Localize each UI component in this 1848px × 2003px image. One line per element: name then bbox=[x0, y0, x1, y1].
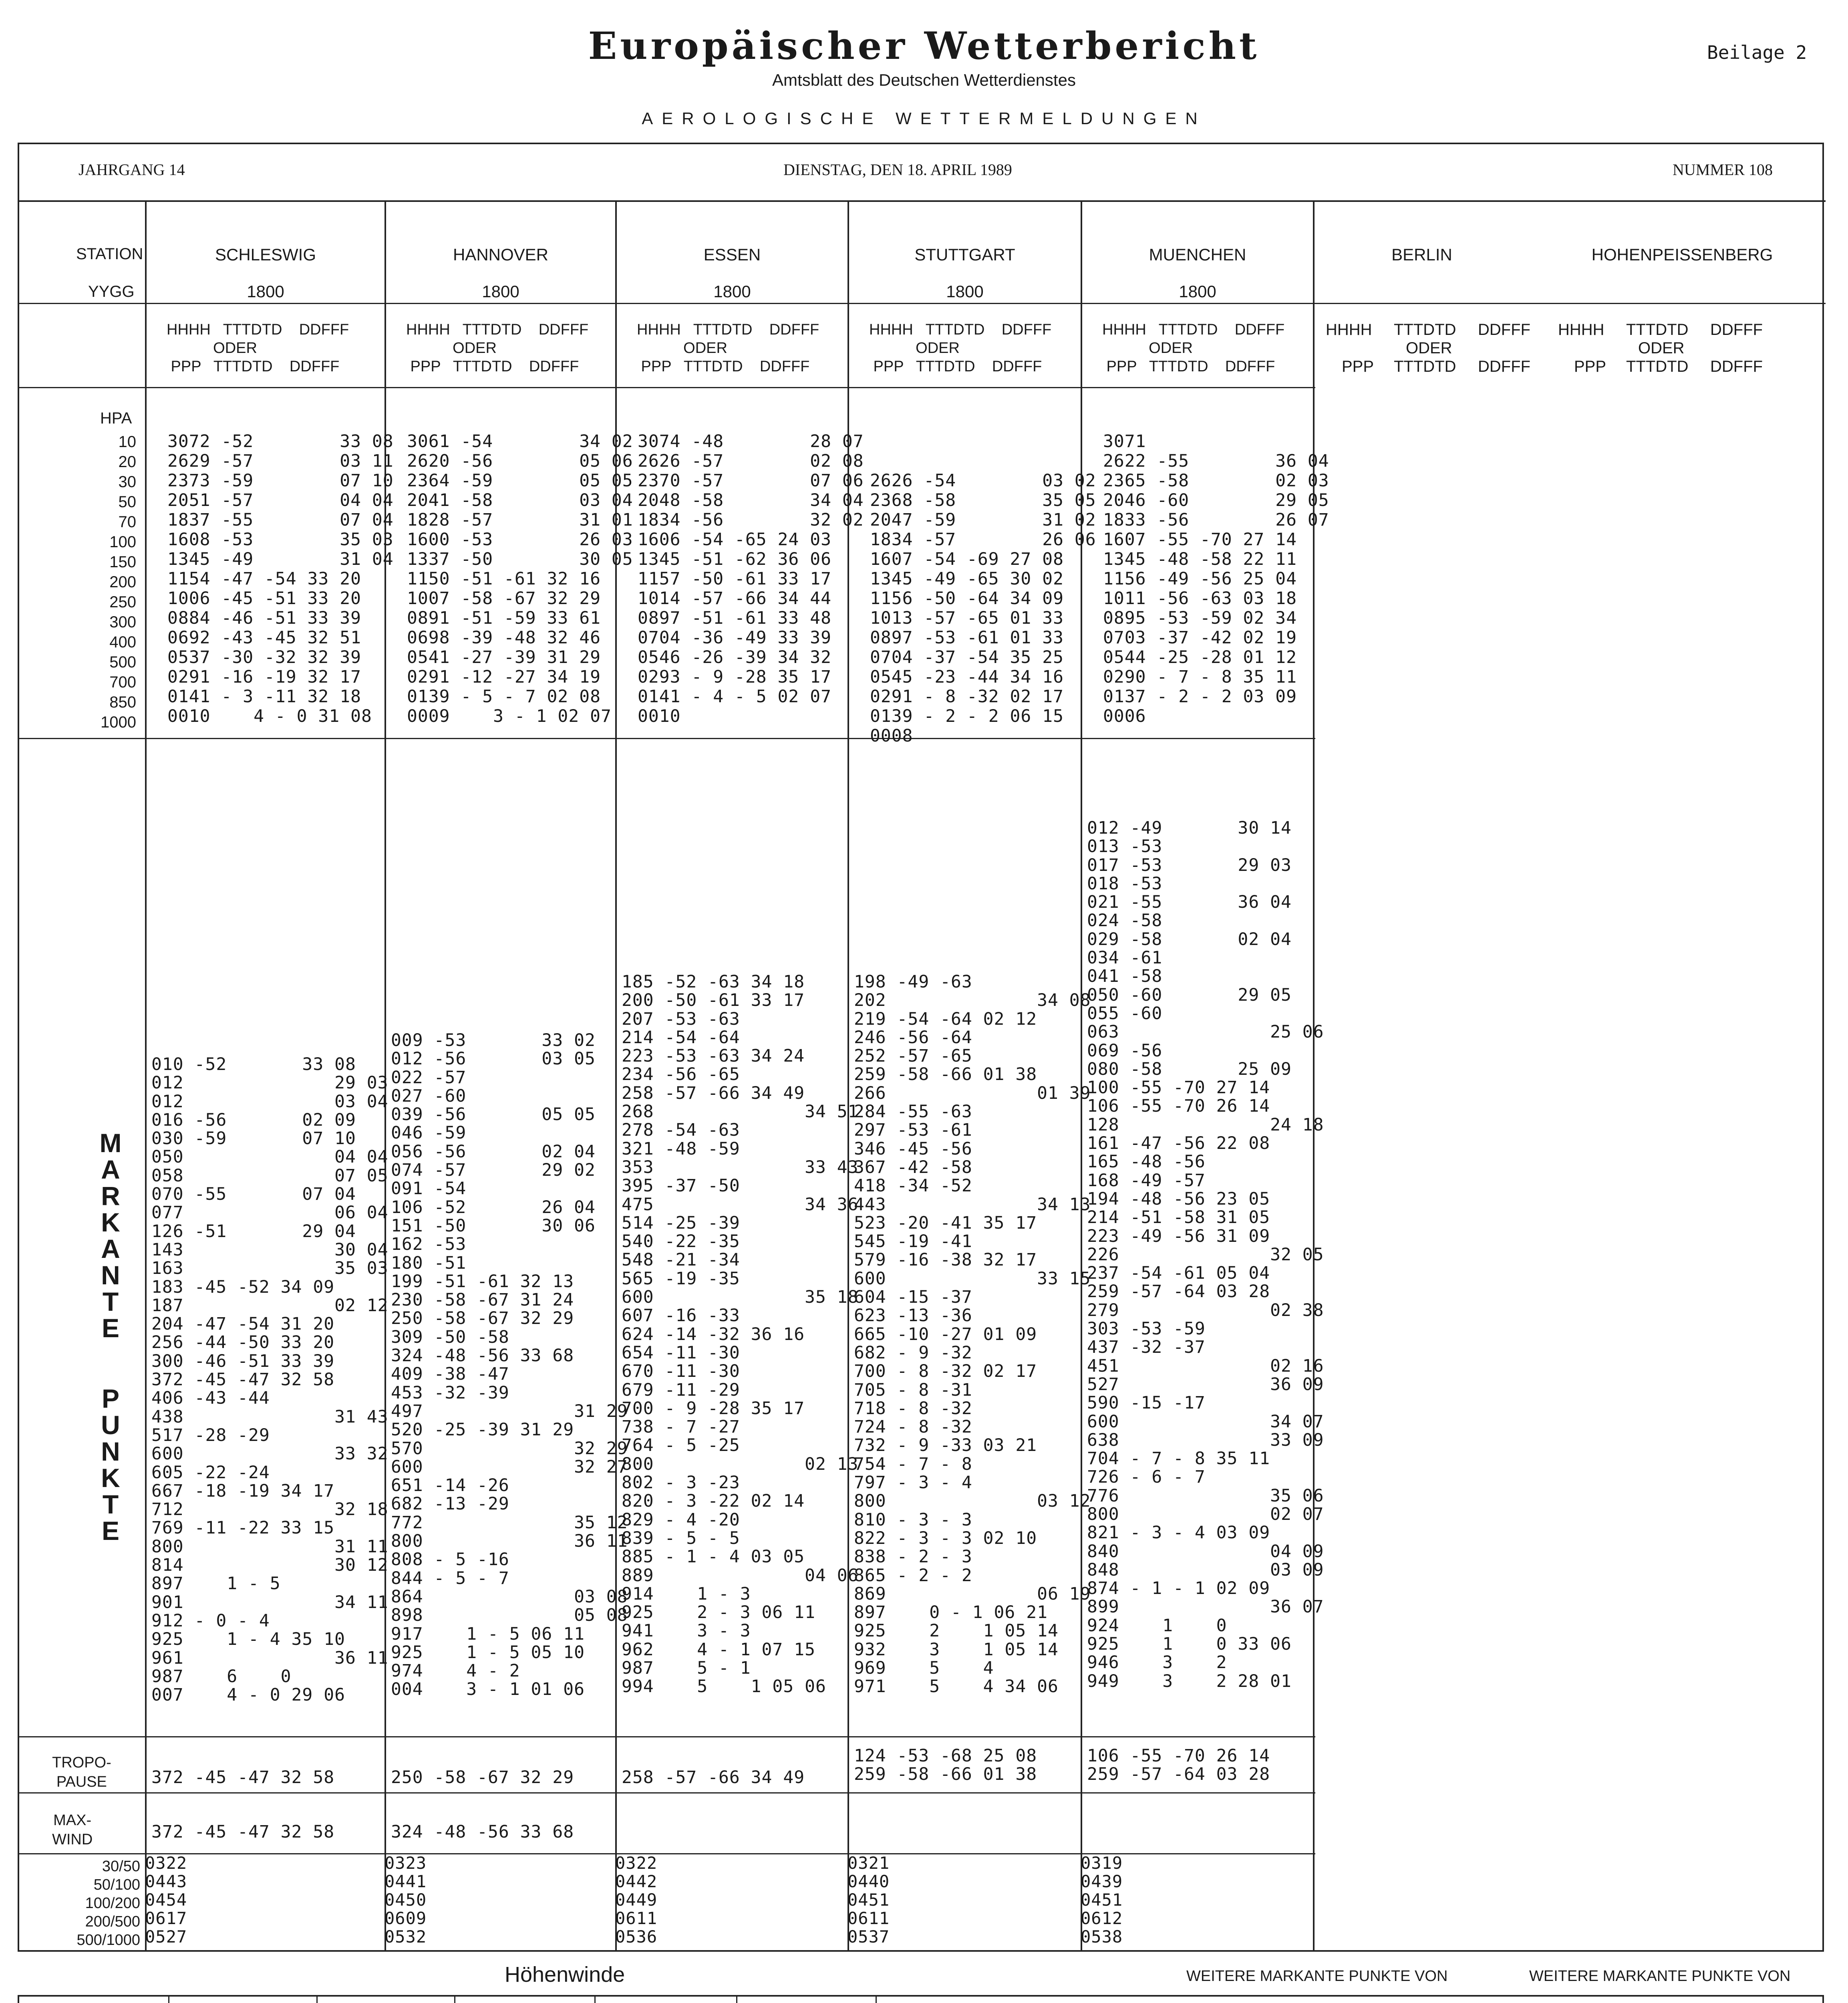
markante-letter: U bbox=[101, 1410, 120, 1440]
station-time-schleswig: 1800 bbox=[247, 282, 284, 301]
station-name-hohenpeissenberg: HOHENPEISSENBERG bbox=[1591, 245, 1773, 264]
station-time-muenchen: 1800 bbox=[1179, 282, 1216, 301]
markante-punkte-schleswig: 010 -52 33 08 012 29 03 012 03 04 016 -56 02 09 030 -59 07 10 050 04 04 058 07 05 070 -55 07 04 077 06 04 126 -51 29 04 143 30 04 163 35 03 183 -45 -52 34 09 187 02 12 204 -47 -54 31 20 256 -44 -50 33 20 300 -46 -51 33 39 372 -45 -47 32 58 406 -43 -44 438 31 43 517 -28 -29 600 33 32 605 -22 -24 667 -18 -19 34 17 712 32 18 769 -11 -22 33 15 800 31 11 814 30 12 897 1 - 5 901 34 11 912 - 0 - 4 925 1 - 4 35 10 961 36 11 987 6 0 007 4 - 0 29 06 bbox=[151, 1054, 389, 1705]
station-name-berlin: BERLIN bbox=[1391, 245, 1452, 264]
markante-letter: A bbox=[101, 1155, 120, 1184]
markante-letter: K bbox=[101, 1207, 120, 1237]
station-name-essen: ESSEN bbox=[703, 245, 761, 264]
winds-col-divider bbox=[168, 1995, 169, 2003]
winds-col-divider bbox=[594, 1995, 596, 2003]
tropopause-label: TROPO- PAUSE bbox=[52, 1754, 111, 1790]
tropopause-hannover: 250 -58 -67 32 29 bbox=[391, 1767, 574, 1787]
wind-shear-stuttgart: 0321 0440 0451 0611 0537 bbox=[848, 1853, 890, 1947]
row-divider bbox=[18, 200, 1826, 202]
maxwind-hannover: 324 -48 -56 33 68 bbox=[391, 1822, 574, 1842]
markante-letter: N bbox=[101, 1437, 120, 1466]
column-header-hannover: HHHH TTTDTD DDFFF ODER PPP TTTDTD DDFFF bbox=[406, 321, 589, 375]
markante-letter: N bbox=[101, 1260, 120, 1290]
column-header-berlin: HHHH TTTDTD DDFFF ODER PPP TTTDTD DDFFF bbox=[1326, 321, 1531, 375]
tropopause-schleswig: 372 -45 -47 32 58 bbox=[151, 1767, 335, 1787]
tropopause-muenchen: 106 -55 -70 26 14 259 -57 -64 03 28 bbox=[1087, 1746, 1270, 1784]
beilage-label: Beilage 2 bbox=[1707, 42, 1807, 63]
maxwind-schleswig: 372 -45 -47 32 58 bbox=[151, 1822, 335, 1842]
markante-punkte-label bbox=[95, 1130, 127, 1544]
winds-table bbox=[18, 1995, 1824, 2003]
nummer-label: NUMMER 108 bbox=[1673, 161, 1773, 179]
standard-levels-hannover: 3061 -54 34 02 2620 -56 05 06 2364 -59 05 05 2041 -58 03 04 1828 -57 31 01 1600 -53 26 03 1337 -50 30 05 1150 -51 -61 32 16 1007 -58 -67 32 29 0891 -51 -59 33 61 0698 -39 -48 32 46 0541 -27 -39 31 29 0291 -12 -27 34 19 0139 - 5 - 7 02 08 0009 3 - 1 02 07 bbox=[407, 431, 633, 726]
winds-col-divider bbox=[454, 1995, 455, 2003]
standard-levels-schleswig: 3072 -52 33 08 2629 -57 03 11 2373 -59 07 10 2051 -57 04 04 1837 -55 07 04 1608 -53 35 03 1345 -49 31 04 1154 -47 -54 33 20 1006 -45 -51 33 20 0884 -46 -51 33 39 0692 -43 -45 32 51 0537 -30 -32 32 39 0291 -16 -19 32 17 0141 - 3 -11 32 18 0010 4 - 0 31 08 bbox=[167, 431, 394, 726]
row-divider bbox=[18, 1792, 1315, 1793]
markante-letter: R bbox=[101, 1181, 120, 1211]
markante-letter: T bbox=[102, 1287, 119, 1316]
markante-punkte-stuttgart: 198 -49 -63 202 34 08 219 -54 -64 02 12 246 -56 -64 252 -57 -65 259 -58 -66 01 38 266 01 39 284 -55 -63 297 -53 -61 346 -45 -56 367 -42 -58 418 -34 -52 443 34 13 523 -20 -41 35 17 545 -19 -41 579 -16 -38 32 17 600 33 15 604 -15 -37 623 -13 -36 665 -10 -27 01 09 682 - 9 -32 700 - 8 -32 02 17 705 - 8 -31 718 - 8 -32 724 - 8 -32 732 - 9 -33 03 21 754 - 7 - 8 797 - 3 - 4 800 03 12 810 - 3 - 3 822 - 3 - 3 02 10 838 - 2 - 3 865 - 2 - 2 869 06 19 897 0 - 1 06 21 925 2 1 05 14 932 3 1 05 14 969 5 4 971 5 4 34 06 bbox=[854, 972, 1091, 1697]
station-name-stuttgart: STUTTGART bbox=[914, 245, 1015, 264]
col-divider bbox=[145, 200, 147, 1952]
markante-letter: A bbox=[101, 1234, 120, 1263]
markante-punkte-essen: 185 -52 -63 34 18 200 -50 -61 33 17 207 -53 -63 214 -54 -64 223 -53 -63 34 24 234 -56 -65 258 -57 -66 34 49 268 34 51 278 -54 -63 321 -48 -59 353 33 43 395 -37 -50 475 34 36 514 -25 -39 540 -22 -35 548 -21 -34 565 -19 -35 600 35 18 607 -16 -33 624 -14 -32 36 16 654 -11 -30 670 -11 -30 679 -11 -29 700 - 9 -28 35 17 738 - 7 -27 764 - 5 -25 800 02 13 802 - 3 -23 820 - 3 -22 02 14 829 - 4 -20 839 - 5 - 5 885 - 1 - 4 03 05 889 04 06 914 1 - 3 925 2 - 3 06 11 941 3 - 3 962 4 - 1 07 15 987 5 - 1 994 5 1 05 06 bbox=[622, 972, 859, 1697]
maxwind-label: MAX- WIND bbox=[52, 1812, 93, 1848]
row-divider bbox=[18, 1736, 1315, 1737]
markante-letter: E bbox=[101, 1313, 120, 1343]
page-subtitle: Amtsblatt des Deutschen Wetterdienstes bbox=[772, 71, 1076, 89]
markante-spacer bbox=[95, 1341, 127, 1385]
station-time-stuttgart: 1800 bbox=[946, 282, 984, 301]
station-name-hannover: HANNOVER bbox=[453, 245, 549, 264]
row-divider bbox=[18, 738, 1315, 739]
markante-letter: E bbox=[101, 1516, 120, 1546]
wind-shear-hannover: 0323 0441 0450 0609 0532 bbox=[384, 1853, 427, 1947]
standard-levels-muenchen: 3071 2622 -55 36 04 2365 -58 02 03 2046 -60 29 05 1833 -56 26 07 1607 -55 -70 27 14 1345 -48 -58 22 11 1156 -49 -56 25 04 1011 -56 -63 03 18 0895 -53 -59 02 34 0703 -37 -42 02 19 0544 -25 -28 01 12 0290 - 7 - 8 35 11 0137 - 2 - 2 03 09 0006 bbox=[1103, 431, 1329, 726]
markante-letter: P bbox=[101, 1384, 120, 1413]
station-name-schleswig: SCHLESWIG bbox=[215, 245, 316, 264]
standard-levels-stuttgart: 2626 -54 03 02 2368 -58 35 05 2047 -59 31 02 1834 -57 26 06 1607 -54 -69 27 08 1345 -49 -65 30 02 1156 -50 -64 34 09 1013 -57 -65 01 33 0897 -53 -61 01 33 0704 -37 -54 35 25 0545 -23 -44 34 16 0291 - 8 -32 02 17 0139 - 2 - 2 06 15 0008 bbox=[870, 471, 1096, 746]
row-divider bbox=[18, 303, 1826, 304]
markante-letter: T bbox=[102, 1489, 119, 1519]
markante-punkte-muenchen: 012 -49 30 14 013 -53 017 -53 29 03 018 -53 021 -55 36 04 024 -58 029 -58 02 04 034 -61 041 -58 050 -60 29 05 055 -60 063 25 06 069 -56 080 -58 25 09 100 -55 -70 27 14 106 -55 -70 26 14 128 24 18 161 -47 -56 22 08 165 -48 -56 168 -49 -57 194 -48 -56 23 05 214 -51 -58 31 05 223 -49 -56 31 09 226 32 05 237 -54 -61 05 04 259 -57 -64 03 28 279 02 38 303 -53 -59 437 -32 -37 451 02 16 527 36 09 590 -15 -17 600 34 07 638 33 09 704 - 7 - 8 35 11 726 - 6 - 7 776 35 06 800 02 07 821 - 3 - 4 03 09 840 04 09 848 03 09 874 - 1 - 1 02 09 899 36 07 924 1 0 925 1 0 33 06 946 3 2 949 3 2 28 01 bbox=[1087, 818, 1324, 1691]
tropopause-stuttgart: 124 -53 -68 25 08 259 -58 -66 01 38 bbox=[854, 1746, 1037, 1784]
wind-shear-labels: 30/50 50/100 100/200 200/500 500/1000 bbox=[76, 1858, 140, 1949]
tropopause-essen: 258 -57 -66 34 49 bbox=[622, 1767, 805, 1787]
station-time-essen: 1800 bbox=[713, 282, 751, 301]
column-header-hohenpeissenberg: HHHH TTTDTD DDFFF ODER PPP TTTDTD DDFFF bbox=[1558, 321, 1763, 375]
winds-col-divider bbox=[876, 1995, 877, 2003]
station-time-hannover: 1800 bbox=[482, 282, 519, 301]
markante-letter: K bbox=[101, 1463, 120, 1493]
weitere-title-stuttgart: WEITERE MARKANTE PUNKTE VON bbox=[1186, 1968, 1448, 1985]
row-divider bbox=[18, 387, 1315, 388]
wind-shear-schleswig: 0322 0443 0454 0617 0527 bbox=[145, 1853, 187, 1947]
weitere-title-essen: WEITERE MARKANTE PUNKTE VON bbox=[1529, 1968, 1791, 1985]
wind-shear-essen: 0322 0442 0449 0611 0536 bbox=[615, 1853, 658, 1947]
column-header-stuttgart: HHHH TTTDTD DDFFF ODER PPP TTTDTD DDFFF bbox=[869, 321, 1052, 375]
column-header-essen: HHHH TTTDTD DDFFF ODER PPP TTTDTD DDFFF bbox=[637, 321, 819, 375]
markante-letter: M bbox=[99, 1128, 122, 1158]
station-name-muenchen: MUENCHEN bbox=[1149, 245, 1246, 264]
station-label: STATION bbox=[76, 245, 143, 263]
column-header-muenchen: HHHH TTTDTD DDFFF ODER PPP TTTDTD DDFFF bbox=[1102, 321, 1285, 375]
markante-punkte-hannover: 009 -53 33 02 012 -56 03 05 022 -57 027 -60 039 -56 05 05 046 -59 056 -56 02 04 074 -57 29 02 091 -54 106 -52 26 04 151 -50 30 06 162 -53 180 -51 199 -51 -61 32 13 230 -58 -67 31 24 250 -58 -67 32 29 309 -50 -58 324 -48 -56 33 68 409 -38 -47 453 -32 -39 497 31 29 520 -25 -39 31 29 570 32 29 600 32 27 651 -14 -26 682 -13 -29 772 35 12 800 36 11 808 - 5 -16 844 - 5 - 7 864 03 08 898 05 08 917 1 - 5 06 11 925 1 - 5 05 10 974 4 - 2 004 3 - 1 01 06 bbox=[391, 1030, 628, 1700]
page-title: Europäischer Wetterbericht bbox=[588, 24, 1260, 68]
wind-shear-muenchen: 0319 0439 0451 0612 0538 bbox=[1081, 1853, 1123, 1947]
winds-col-divider bbox=[736, 1995, 737, 2003]
jahrgang-label: JAHRGANG 14 bbox=[79, 161, 185, 179]
section-title: AEROLOGISCHE WETTERMELDUNGEN bbox=[642, 109, 1206, 128]
hpa-label: HPA bbox=[100, 409, 132, 427]
date-label: DIENSTAG, DEN 18. APRIL 1989 bbox=[783, 161, 1012, 179]
pressure-levels: 10 20 30 50 70 100 150 200 250 300 400 500 700 850 1000 bbox=[101, 433, 136, 731]
winds-title: Höhenwinde bbox=[505, 1963, 625, 1987]
standard-levels-essen: 3074 -48 28 07 2626 -57 02 08 2370 -57 07 06 2048 -58 34 04 1834 -56 32 02 1606 -54 -65 24 03 1345 -51 -62 36 06 1157 -50 -61 33 17 1014 -57 -66 34 44 0897 -51 -61 33 48 0704 -36 -49 33 39 0546 -26 -39 34 32 0293 - 9 -28 35 17 0141 - 4 - 5 02 07 0010 bbox=[638, 431, 864, 726]
column-header-schleswig: HHHH TTTDTD DDFFF ODER PPP TTTDTD DDFFF bbox=[167, 321, 349, 375]
yygg-label: YYGG bbox=[88, 283, 135, 300]
winds-col-divider bbox=[316, 1995, 318, 2003]
